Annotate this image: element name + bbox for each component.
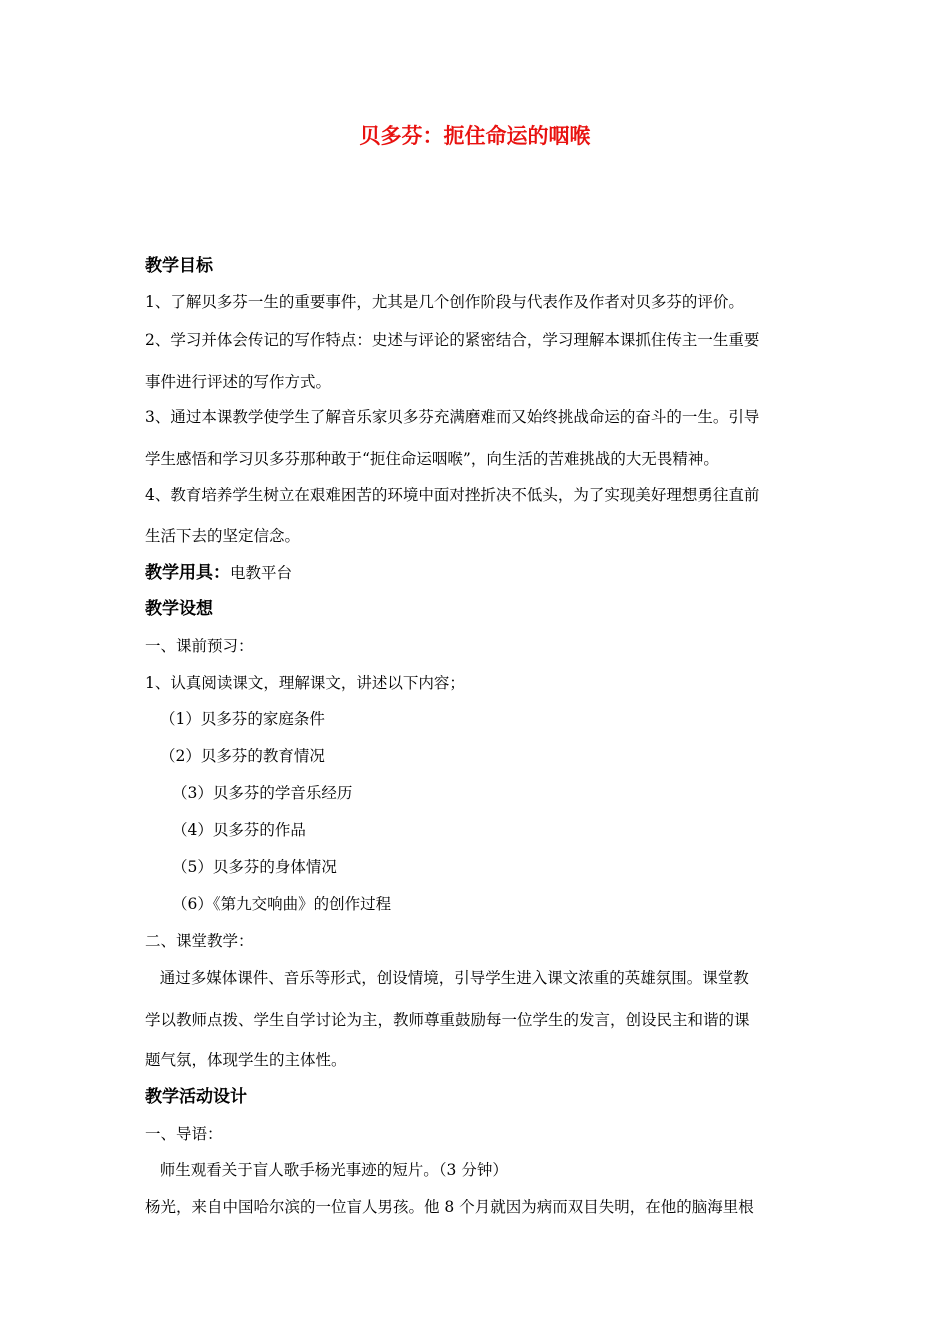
- tools-row: [145, 561, 292, 585]
- goals-line: 生活下去的坚定信念。: [145, 527, 301, 545]
- preview-item: 1、认真阅读课文，理解课文，讲述以下内容；: [145, 674, 465, 692]
- preview-sub-item: （1）贝多芬的家庭条件: [160, 710, 325, 728]
- preview-sub-item: （4）贝多芬的作品: [172, 821, 306, 839]
- preview-sub-item: （2）贝多芬的教育情况: [160, 747, 325, 765]
- intro-title: 一、导语：: [145, 1125, 223, 1143]
- goals-line: 2、学习并体会传记的写作特点：史述与评论的紧密结合，学习理解本课抓住传主一生重要: [145, 331, 760, 349]
- goals-heading: 教学目标: [145, 256, 213, 276]
- goals-line: 3、通过本课教学使学生了解音乐家贝多芬充满磨难而又始终挑战命运的奋斗的一生。引导: [145, 408, 760, 426]
- tools-heading: 教学用具：: [145, 563, 230, 583]
- goals-line: 学生感悟和学习贝多芬那种敢于“扼住命运咽喉”，向生活的苦难挑战的大无畏精神。: [145, 450, 719, 468]
- story-line: 杨光，来自中国哈尔滨的一位盲人男孩。他 8 个月就因为病而双目失明，在他的脑海里根: [145, 1198, 754, 1216]
- class-line: 学以教师点拨、学生自学讨论为主，教师尊重鼓励每一位学生的发言，创设民主和谐的课: [145, 1011, 750, 1029]
- design-heading: 教学设想: [145, 599, 213, 619]
- class-line: 题气氛，体现学生的主体性。: [145, 1051, 347, 1069]
- preview-sub-item: （6）《第九交响曲》的创作过程: [172, 895, 392, 913]
- class-title: 二、课堂教学：: [145, 932, 254, 950]
- preview-sub-item: （3）贝多芬的学音乐经历: [172, 784, 353, 802]
- document-title: 贝多芬：扼住命运的咽喉: [359, 124, 591, 148]
- intro-line: 师生观看关于盲人歌手杨光事迹的短片。（3 分钟）: [145, 1161, 508, 1179]
- activity-heading: 教学活动设计: [145, 1087, 247, 1107]
- preview-sub-item: （5）贝多芬的身体情况: [172, 858, 337, 876]
- preview-title: 一、课前预习：: [145, 637, 254, 655]
- class-line: 通过多媒体课件、音乐等形式，创设情境，引导学生进入课文浓重的英雄氛围。课堂教: [145, 969, 749, 987]
- tools-text: 电教平台: [230, 564, 293, 582]
- goals-line: 事件进行评述的写作方式。: [145, 373, 332, 391]
- goals-line: 1、了解贝多芬一生的重要事件，尤其是几个创作阶段与代表作及作者对贝多芬的评价。: [145, 293, 744, 311]
- goals-line: 4、教育培养学生树立在艰难困苦的环境中面对挫折决不低头，为了实现美好理想勇往直前: [145, 486, 760, 504]
